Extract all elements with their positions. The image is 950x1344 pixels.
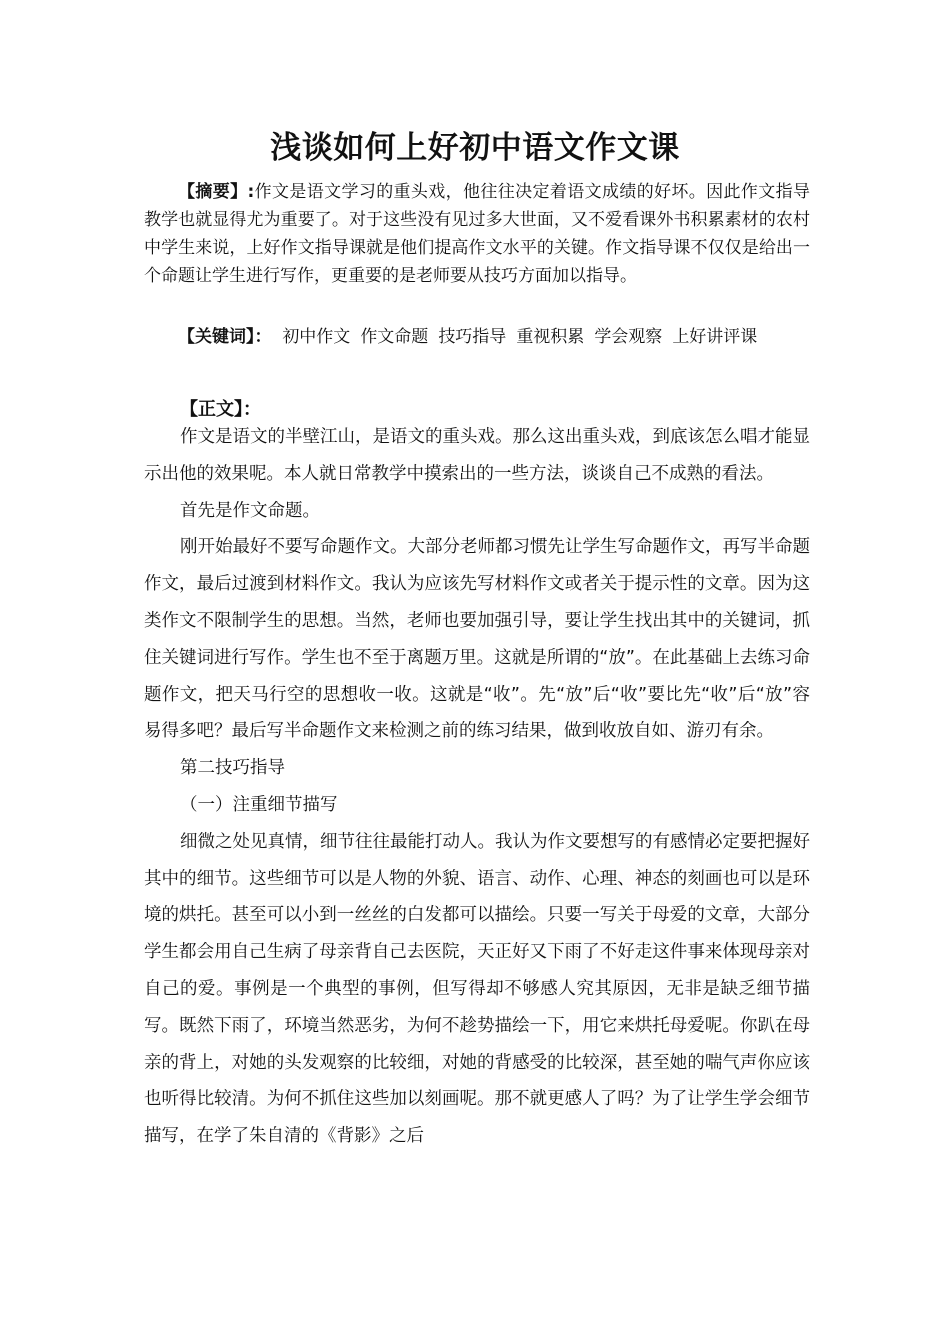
keyword-item: 技巧指导 (438, 327, 507, 347)
body-paragraph: （一）注重细节描写 (180, 794, 338, 815)
document-title: 浅谈如何上好初中语文作文课 (270, 130, 680, 166)
body-paragraph: 刚开始最好不要写命题作文。大部分老师都习惯先让学生写命题作文，再写半命题作文，最后过渡到材料作文。我认为应该先写材料作文或者关于提示性的文章。因为这类作文不限制学生的思想。当然，老师也要加强引导，要让学生找出其中的关键词，抓住关键词进行写作。学生也不至于离题万里。这就是所谓的“放”。在此基础上去练习命题作文，把天马行空的思想收一收。这就是“收”。先“放”后“收”要比先“收”后“放”容易得多吧？最后写半命题作文来检测之前的练习结果，做到收放自如、游刃有余。 (144, 537, 810, 742)
body-paragraph: 首先是作文命题。 (180, 500, 320, 521)
keywords-label: 【关键词】： (178, 327, 272, 347)
keyword-item: 作文命题 (360, 327, 429, 347)
abstract-text: 作文是语文学习的重头戏，他往往决定着语文成绩的好坏。因此作文指导教学也就显得尤为重要了。对于这些没有见过多大世面，又不爱看课外书积累素材的农村中学生来说，上好作文指导课就是他们提高作文水平的关键。作文指导课不仅仅是给出一个命题让学生进行写作，更重要的是老师要从技巧方面加以指导。 (144, 182, 810, 286)
body-text (144, 419, 810, 1155)
keyword-item: 重视积累 (516, 327, 585, 347)
keyword-item: 上好讲评课 (672, 327, 758, 347)
body-paragraph: 第二技巧指导 (180, 758, 285, 779)
body-label: 【正文】： (180, 399, 261, 420)
abstract-section (144, 178, 810, 290)
keyword-item: 初中作文 (282, 327, 351, 347)
keyword-item: 学会观察 (594, 327, 663, 347)
body-paragraph: 作文是语文的半壁江山，是语文的重头戏。那么这出重头戏，到底该怎么唱才能显示出他的效果呢。本人就日常教学中摸索出的一些方法，谈谈自己不成熟的看法。 (144, 427, 810, 484)
body-paragraph: 细微之处见真情，细节往往最能打动人。我认为作文要想写的有感情必定要把握好其中的细节。这些细节可以是人物的外貌、语言、动作、心理、神态的刻画也可以是环境的烘托。甚至可以小到一丝丝的白发都可以描绘。只要一写关于母爱的文章，大部分学生都会用自己生病了母亲背自己去医院，天正好又下雨了不好走这件事来体现母亲对自己的爱。事例是一个典型的事例，但写得却不够感人究其原因，无非是缺乏细节描写。既然下雨了，环境当然恶劣，为何不趁势描绘一下，用它来烘托母爱呢。你趴在母亲的背上，对她的头发观察的比较细，对她的背感受的比较深，甚至她的喘气声你应该也听得比较清。为何不抓住这些加以刻画呢。那不就更感人了吗？为了让学生学会细节描写，在学了朱自清的《背影》之后 (144, 831, 810, 1147)
keywords-section (144, 323, 810, 352)
abstract-label: 【摘要】: (178, 182, 255, 202)
